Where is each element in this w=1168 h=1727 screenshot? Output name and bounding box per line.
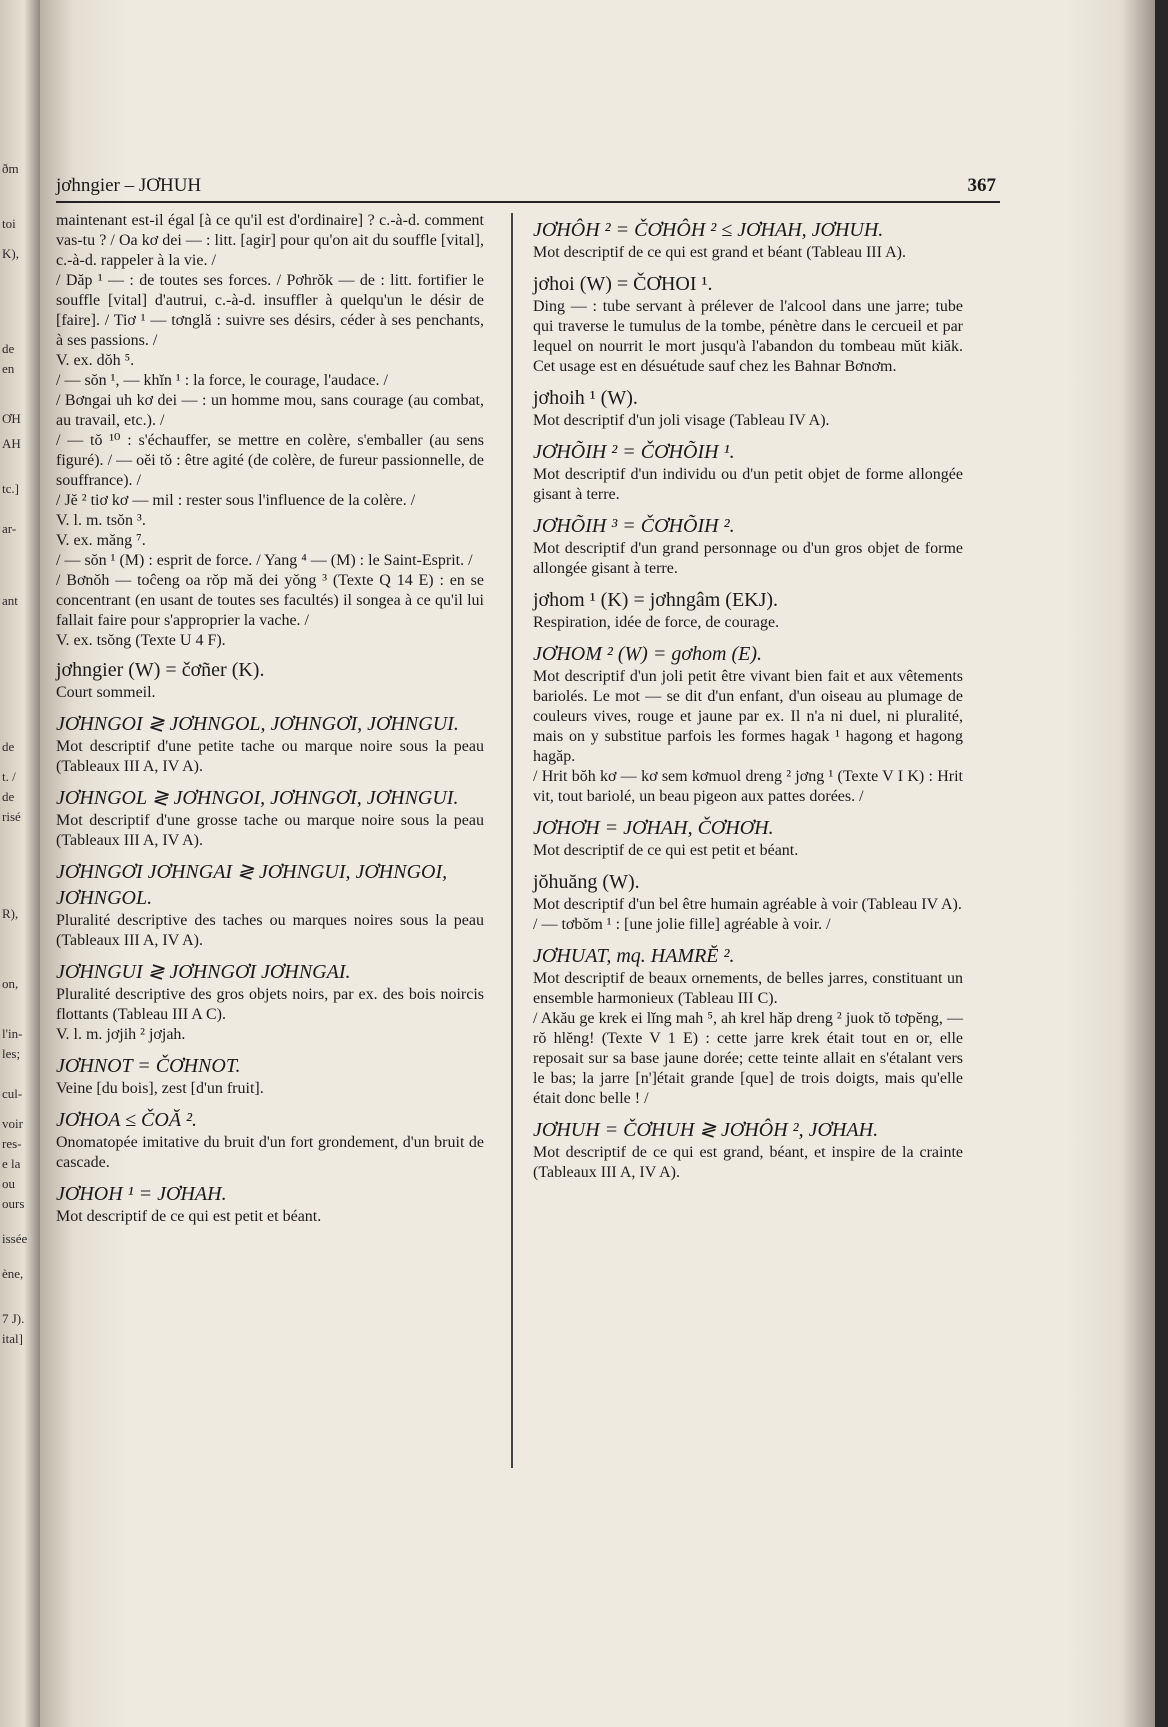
definition-paragraph: / Jĕ ² tiơ kơ — mil : rester sous l'influence de la colère. / [56, 492, 416, 509]
previous-page-fragment: ant [2, 593, 18, 608]
previous-page-fragment: les; [2, 1046, 21, 1061]
entry-definition: Mot descriptif d'une grosse tache ou marque noire sous la peau (Tableaux III A, IV A). [56, 812, 484, 849]
entry-example: / Hrit bŏh kơ — kơ sem kơmuol dreng ² jơng ¹ (Texte V I K) : Hrit vit, tout bariolé, un beau pigeon aux pattes dorées. / [533, 768, 963, 805]
previous-page-fragment: ours [2, 1196, 25, 1211]
entry-headword: jơhoih ¹ (W). [533, 387, 638, 409]
dictionary-entry [56, 959, 484, 1045]
entry-definition: Ding — : tube servant à prélever de l'alcool dans une jarre; tube qui traverse le tumulus de la tombe, pénètre dans le cercueil et par lequel on nourrit le mort jusqu'à l'abandon du tombeau mŭt kiăk. Cet usage est en désuétude sauf chez les Bahnar Bơnơm. [533, 298, 963, 375]
previous-page-fragment: ðm [2, 161, 19, 176]
left-entries [56, 657, 484, 1227]
entry-headword: JƠHNGOI ≷ JƠHNGOL, JƠHNGƠI, JƠHNGUI. [56, 713, 459, 735]
entry-example: / Akău ge krek ei lĭng mah ⁵, ah krel hăp dreng ² juok tŏ tơpĕng, — rŏ hlĕng! (Texte V 1 E) : cette jarre krek était tout en or, elle reposait sur sa base jaune dorée; cette teinte allait en s'étalant vers le bas; la jarre [n']était grande [que] de trois doigts, mais qu'elle était donc belle ! / [533, 1010, 963, 1107]
background-edge [1155, 0, 1168, 1727]
entry-definition: Mot descriptif de ce qui est petit et béant. [533, 842, 799, 859]
previous-page-fragment: ar- [2, 521, 17, 536]
previous-page-fragment: ƠH [2, 411, 21, 426]
entry-definition: Mot descriptif d'un joli petit être vivant bien fait et aux vêtements bariolés. Le mot — se dit d'un enfant, d'un oiseau au plumage de couleurs vives, rouge et jaune par ex. Il n'a ni duel, ni pluralité, mais on y substitue parfois les formes hagak ¹ hagong et hagong hagăp. [533, 668, 963, 765]
dictionary-entry [533, 587, 963, 633]
entry-headword: JƠHOH ¹ = JƠHAH. [56, 1183, 227, 1205]
entry-definition: Mot descriptif de ce qui est grand et béant (Tableau III A). [533, 244, 906, 261]
definition-paragraph: / — sŏn ¹, — khĭn ¹ : la force, le courage, l'audace. / [56, 372, 388, 389]
entry-headword: jơhoi (W) = ČƠHOI ¹. [533, 273, 713, 295]
dictionary-entry [533, 943, 963, 1109]
entry-definition: Mot descriptif d'une petite tache ou marque noire sous la peau (Tableaux III A, IV A). [56, 738, 484, 775]
entry-definition: Pluralité descriptive des taches ou marques noires sous la peau (Tableaux III A, IV A). [56, 912, 484, 949]
dictionary-entry [533, 869, 963, 935]
previous-page-fragment: on, [2, 976, 19, 991]
definition-paragraph: V. ex. tsŏng (Texte U 4 F). [56, 632, 226, 649]
entry-headword: JƠHOM ² (W) = gơhom (E). [533, 643, 762, 665]
previous-page-fragment: tc.] [2, 481, 19, 496]
dictionary-entry [533, 815, 963, 861]
previous-page-fragment: cul- [2, 1086, 23, 1101]
entry-headword: jŏhuăng (W). [533, 871, 640, 893]
dictionary-entry [533, 1117, 963, 1183]
running-head-title: jơhngier – JƠHUH [56, 175, 202, 196]
entry-definition: Mot descriptif de ce qui est petit et béant. [56, 1208, 322, 1225]
entry-headword: JƠHƠH = JƠHAH, ČƠHƠH. [533, 817, 774, 839]
previous-page-fragment: R), [2, 906, 19, 921]
continuation-block [56, 211, 484, 651]
entry-definition: Onomatopée imitative du bruit d'un fort grondement, d'un bruit de cascade. [56, 1134, 484, 1171]
entry-definition: Mot descriptif d'un grand personnage ou d'un gros objet de forme allongée gisant à terre. [533, 540, 963, 577]
dictionary-entry [533, 217, 963, 263]
previous-page-fragment: voir [2, 1116, 23, 1131]
previous-page-fragment: de [2, 341, 15, 356]
definition-paragraph: / — tŏ ¹⁰ : s'échauffer, se mettre en colère, s'emballer (au sens figuré). / — oĕi tŏ : être agité (de colère, de fureur passionnelle, de souffrance). / [56, 432, 484, 489]
entry-headword: JƠHUH = ČƠHUH ≷ JƠHÔH ², JƠHAH. [533, 1119, 879, 1141]
entry-definition: Veine [du bois], zest [d'un fruit]. [56, 1080, 264, 1097]
previous-page-fragment: t. / [2, 769, 16, 784]
entry-headword: JƠHOA ≤ ČOĂ ². [56, 1109, 198, 1131]
entry-definition: Pluralité descriptive des gros objets noirs, par ex. des bois noircis flottants (Tableau III A C). [56, 986, 484, 1023]
previous-page-fragment: ène, [2, 1266, 24, 1281]
previous-page-fragment: risé [2, 809, 21, 824]
column-rule [511, 213, 513, 1468]
dictionary-entry [56, 859, 484, 951]
previous-page-fragment: e la [2, 1156, 21, 1171]
entry-definition: Respiration, idée de force, de courage. [533, 614, 780, 631]
entry-headword: jơhom ¹ (K) = jơhngâm (EKJ). [533, 589, 779, 611]
previous-page-fragment: ital] [2, 1331, 23, 1346]
previous-page-fragment: AH [2, 436, 21, 451]
entry-definition: Mot descriptif d'un individu ou d'un petit objet de forme allongée gisant à terre. [533, 466, 963, 503]
entry-note: V. l. m. jơjih ² jơjah. [56, 1026, 186, 1043]
entry-headword: JƠHÕIH ³ = ČƠHÕIH ². [533, 515, 735, 537]
entry-headword: JƠHÕIH ² = ČƠHÕIH ¹. [533, 441, 735, 463]
entry-headword: JƠHÔH ² = ČƠHÔH ² ≤ JƠHAH, JƠHUH. [533, 219, 884, 241]
entry-example: / — tơbŏm ¹ : [une jolie fille] agréable à voir. / [533, 916, 831, 933]
previous-page-fragment: de [2, 789, 15, 804]
page-number: 367 [967, 175, 996, 196]
dictionary-entry [56, 1181, 484, 1227]
dictionary-entry [56, 711, 484, 777]
previous-page-fragment: de [2, 739, 15, 754]
entry-headword: JƠHNGƠI JƠHNGAI ≷ JƠHNGUI, JƠHNGOI, JƠHNGOL. [56, 861, 448, 909]
previous-page-fragment: l'in- [2, 1026, 23, 1041]
dictionary-entry [533, 513, 963, 579]
dictionary-entry [533, 439, 963, 505]
entry-definition: Mot descriptif d'un joli visage (Tableau IV A). [533, 412, 830, 429]
dictionary-entry [533, 385, 963, 431]
definition-paragraph: V. ex. dŏh ⁵. [56, 352, 135, 369]
definition-paragraph: V. ex. măng ⁷. [56, 532, 146, 549]
entry-headword: JƠHNOT = ČƠHNOT. [56, 1055, 241, 1077]
previous-page-fragment: toi [2, 216, 16, 231]
dictionary-entry [533, 641, 963, 807]
dictionary-entry [56, 1053, 484, 1099]
entry-headword: jơhngier (W) = čơñer (K). [56, 659, 265, 681]
definition-paragraph: / — sŏn ¹ (M) : esprit de force. / Yang ⁴ — (M) : le Saint-Esprit. / [56, 552, 473, 569]
entry-definition: Mot descriptif de beaux ornements, de belles jarres, constituant un ensemble harmonieux (Tableau III C). [533, 970, 963, 1007]
dictionary-entry [533, 271, 963, 377]
entry-headword: JƠHNGUI ≷ JƠHNGƠI JƠHNGAI. [56, 961, 351, 983]
entry-headword: JƠHNGOL ≷ JƠHNGOI, JƠHNGƠI, JƠHNGUI. [56, 787, 459, 809]
previous-page-fragment: 7 J). [2, 1311, 25, 1326]
entry-definition: Court sommeil. [56, 684, 156, 701]
previous-page-fragment: en [2, 361, 15, 376]
previous-page-fragment: res- [2, 1136, 22, 1151]
definition-paragraph: / Bơnŏh — toĉeng oa rŏp mă dei yŏng ³ (Texte Q 14 E) : en se concentrant (en usant de toutes ses facultés) il songea à ce qu'il lui fallait faire pour s'approprier la vache. / [56, 572, 484, 629]
right-entries [533, 217, 963, 1183]
definition-paragraph: V. l. m. tsŏn ³. [56, 512, 146, 529]
dictionary-entry [56, 657, 484, 703]
entry-headword: JƠHUAT, mq. HAMRĔ ². [533, 945, 735, 967]
left-column [56, 211, 484, 1235]
entry-definition: Mot descriptif de ce qui est grand, béant, et inspire de la crainte (Tableaux III A, IV A). [533, 1144, 963, 1181]
previous-page-fragment: K), [2, 246, 19, 261]
definition-paragraph: / Dăp ¹ — : de toutes ses forces. / Pơhrŏk — de : litt. fortifier le souffle [vital] d'autrui, c.-à-d. insuffler à quelqu'un le désir de [faire]. / Tiơ ¹ — tơnglă : suivre ses désirs, céder à ses penchants, à ses passions. / [56, 272, 484, 349]
dictionary-entry [56, 1107, 484, 1173]
header-rule [56, 201, 1000, 203]
entry-definition: Mot descriptif d'un bel être humain agréable à voir (Tableau IV A). [533, 896, 962, 913]
right-column [533, 211, 963, 1191]
previous-page-fragment: ou [2, 1176, 15, 1191]
definition-paragraph: maintenant est-il égal [à ce qu'il est d'ordinaire] ? c.-à-d. comment vas-tu ? / Oa kơ dei — : litt. [agir] pour qu'on ait du souffle [vital], c.-à-d. rappeler à la vie. / [56, 212, 484, 269]
dictionary-entry [56, 785, 484, 851]
definition-paragraph: / Bơngai uh kơ dei — : un homme mou, sans courage (au combat, au travail, etc.). / [56, 392, 484, 429]
previous-page-fragment: issée [2, 1231, 28, 1246]
